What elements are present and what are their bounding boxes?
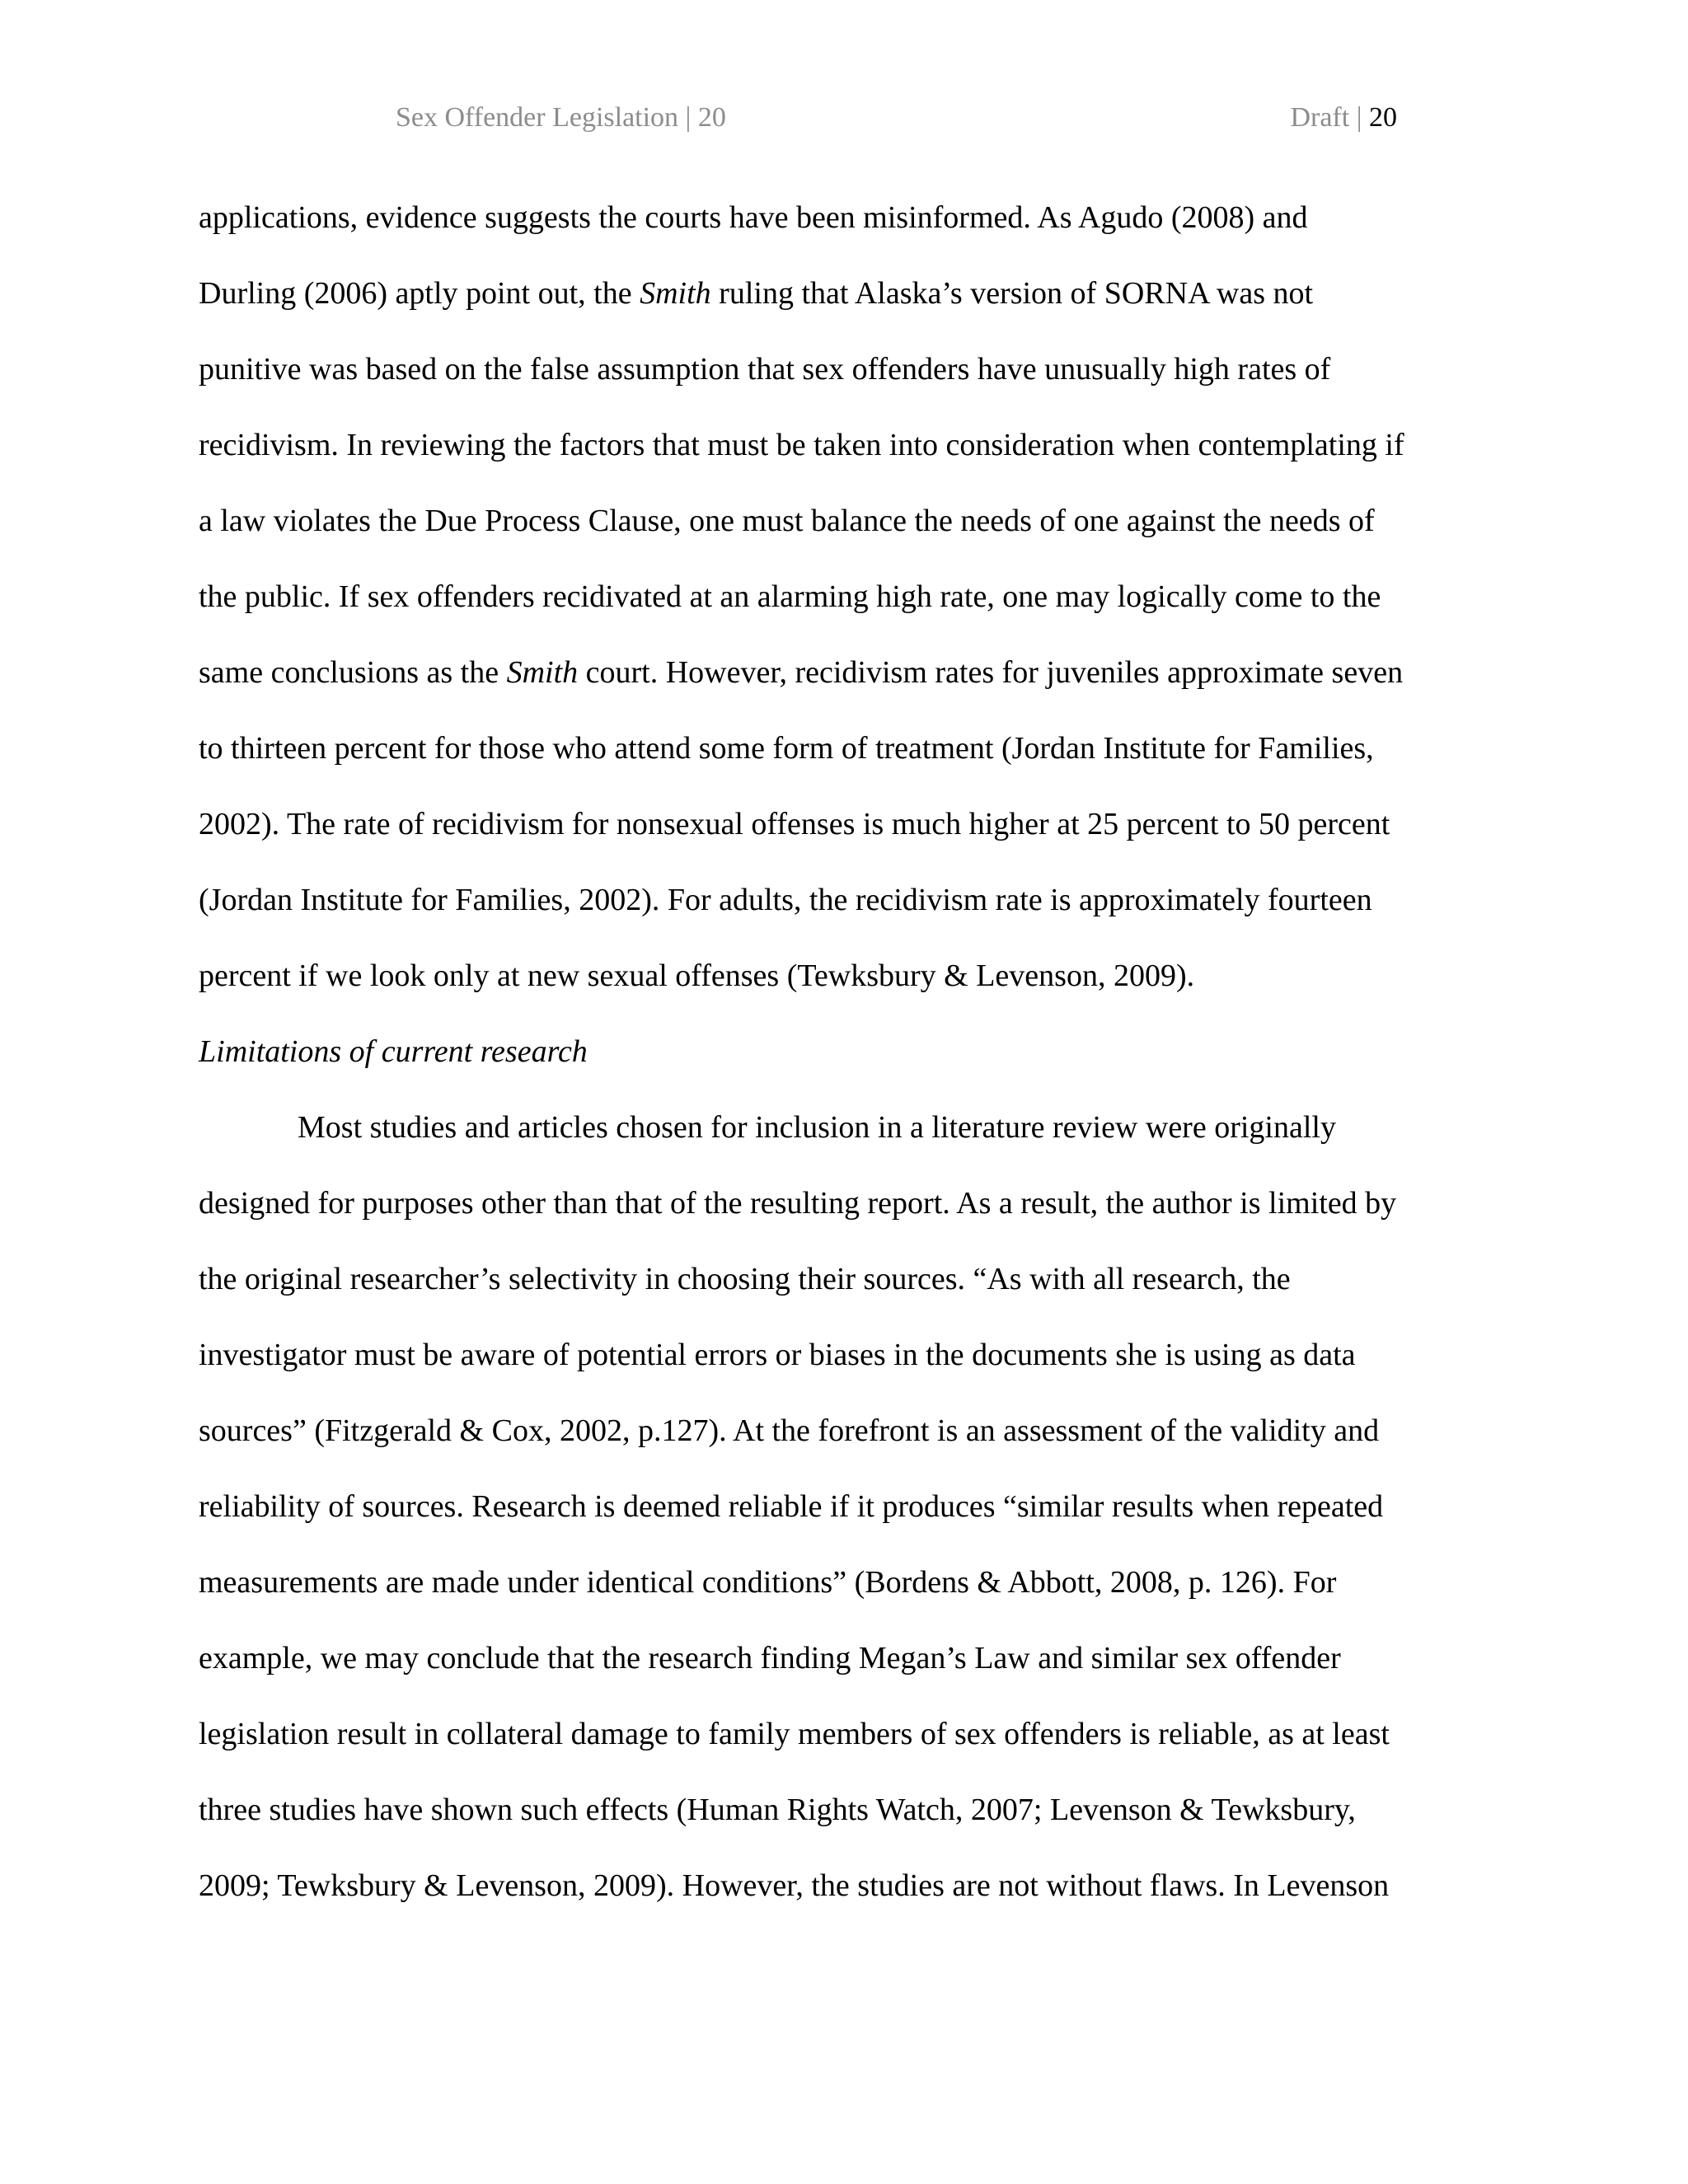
- section-heading: Limitations of current research: [199, 1034, 588, 1069]
- header-separator: |: [1349, 102, 1369, 133]
- body-line: to thirteen percent for those who attend some form of treatment (Jordan Institute for Families,: [199, 731, 1374, 766]
- body-line: 2002). The rate of recidivism for nonsexual offenses is much higher at 25 percent to 50 percent: [199, 807, 1390, 841]
- running-head-right: [1290, 97, 1397, 138]
- body-line: Durling (2006) aptly point out, the Smith ruling that Alaska’s version of SORNA was not: [199, 276, 1314, 311]
- body-line: recidivism. In reviewing the factors that must be taken into consideration when contemplating if: [199, 428, 1404, 462]
- body-line: percent if we look only at new sexual offenses (Tewksbury & Levenson, 2009).: [199, 958, 1195, 993]
- case-name-italic: Smith: [506, 655, 579, 690]
- body-line: (Jordan Institute for Families, 2002). For adults, the recidivism rate is approximately fourteen: [199, 883, 1372, 917]
- section-line: example, we may conclude that the research finding Megan’s Law and similar sex offender: [199, 1641, 1341, 1675]
- section-line: designed for purposes other than that of the resulting report. As a result, the author is limited by: [199, 1186, 1397, 1221]
- document-body: [199, 196, 1493, 1940]
- draft-label: Draft: [1290, 102, 1350, 133]
- page-header: [0, 97, 1688, 138]
- section-line: Most studies and articles chosen for inclusion in a literature review were originally: [298, 1110, 1336, 1145]
- running-head-left: Sex Offender Legislation | 20: [396, 102, 726, 133]
- section-line: sources” (Fitzgerald & Cox, 2002, p.127). At the forefront is an assessment of the validity and: [199, 1413, 1380, 1448]
- body-line: punitive was based on the false assumption that sex offenders have unusually high rates of: [199, 352, 1331, 387]
- section-line: 2009; Tewksbury & Levenson, 2009). However, the studies are not without flaws. In Levenson: [199, 1868, 1390, 1903]
- page-number: 20: [1369, 102, 1397, 133]
- section-line: measurements are made under identical conditions” (Bordens & Abbott, 2008, p. 126). For: [199, 1565, 1337, 1600]
- case-name-italic: Smith: [640, 276, 711, 311]
- body-line: the public. If sex offenders recidivated at an alarming high rate, one may logically come to the: [199, 579, 1381, 614]
- section-line: investigator must be aware of potential errors or biases in the documents she is using as data: [199, 1338, 1356, 1372]
- body-line: same conclusions as the Smith court. However, recidivism rates for juveniles approximate seven: [199, 655, 1404, 690]
- body-line: applications, evidence suggests the courts have been misinformed. As Agudo (2008) and: [199, 200, 1308, 235]
- section-line: reliability of sources. Research is deemed reliable if it produces “similar results when repeated: [199, 1489, 1384, 1524]
- section-line: the original researcher’s selectivity in choosing their sources. “As with all research, the: [199, 1262, 1291, 1296]
- body-line: a law violates the Due Process Clause, one must balance the needs of one against the needs of: [199, 504, 1375, 538]
- section-line: legislation result in collateral damage to family members of sex offenders is reliable, as at least: [199, 1717, 1390, 1751]
- section-line: three studies have shown such effects (Human Rights Watch, 2007; Levenson & Tewksbury,: [199, 1793, 1356, 1827]
